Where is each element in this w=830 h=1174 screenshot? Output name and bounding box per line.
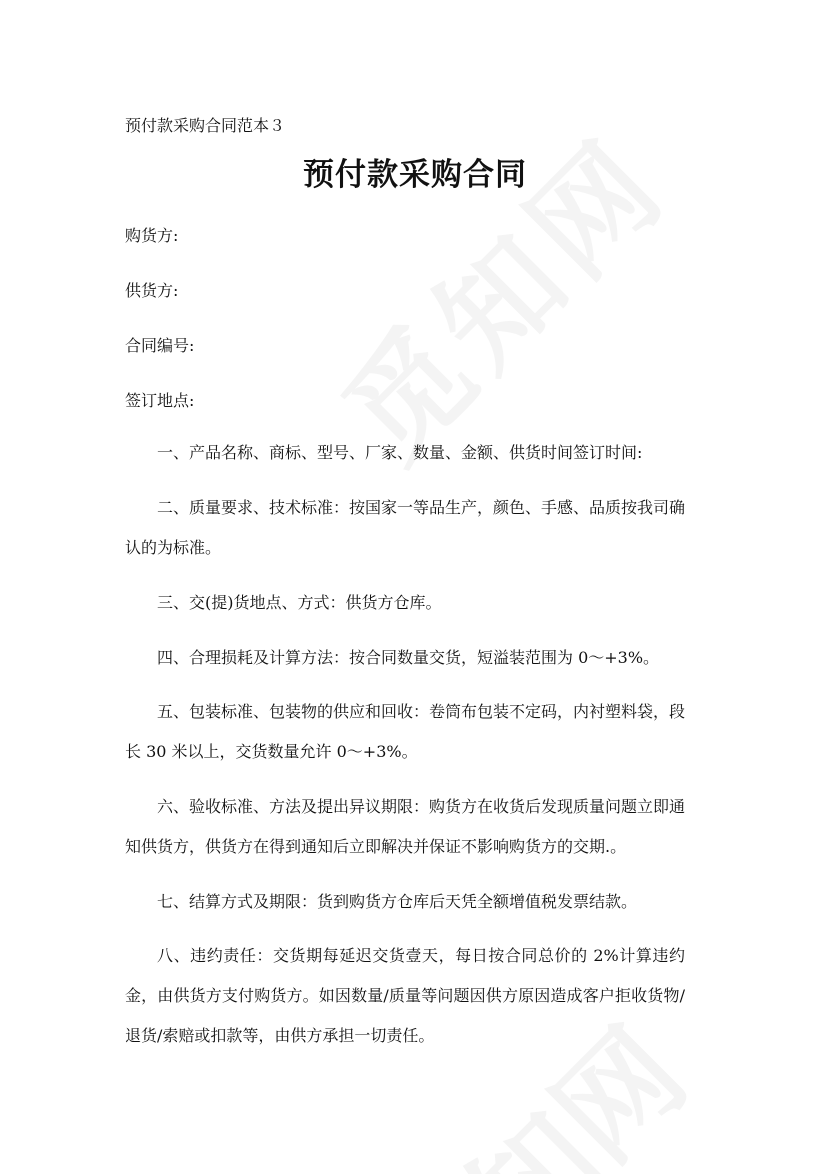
document-title: 预付款采购合同 bbox=[303, 157, 527, 193]
document-label: 预付款采购合同范本３ bbox=[125, 116, 286, 135]
clause-5: 五、包装标准、包装物的供应和回收：卷筒布包装不定码，内衬塑料袋，段长 30 米以上，交货数量允许 0～+3%。 bbox=[125, 702, 686, 761]
clause-2: 二、质量要求、技术标准：按国家一等品生产，颜色、手感、品质按我司确认的为标准。 bbox=[125, 498, 686, 557]
clause-6: 六、验收标准、方法及提出异议期限：购货方在收货后发现质量问题立即通知供货方，供货方在得到通知后立即解决并保证不影响购货方的交期.。 bbox=[125, 797, 686, 856]
supplier-field: 供货方: bbox=[125, 281, 179, 300]
clause-3: 三、交(提)货地点、方式：供货方仓库。 bbox=[157, 593, 442, 612]
clause-1: 一、产品名称、商标、型号、厂家、数量、金额、供货时间签订时间: bbox=[157, 443, 643, 462]
signing-place-field: 签订地点: bbox=[125, 391, 195, 410]
clause-8: 八、违约责任：交货期每延迟交货壹天，每日按合同总价的 2%计算违约金，由供货方支付购货方。如因数量/质量等问题因供方原因造成客户拒收货物/退货/索赔或扣款等，由供方承担一切责任。 bbox=[125, 946, 685, 1045]
buyer-field: 购货方: bbox=[125, 226, 179, 245]
contract-number-field: 合同编号: bbox=[125, 336, 195, 355]
clause-7: 七、结算方式及期限：货到购货方仓库后天凭全额增值税发票结款。 bbox=[157, 892, 638, 911]
clause-4: 四、合理损耗及计算方法：按合同数量交货，短溢装范围为 0～+3%。 bbox=[157, 648, 660, 667]
